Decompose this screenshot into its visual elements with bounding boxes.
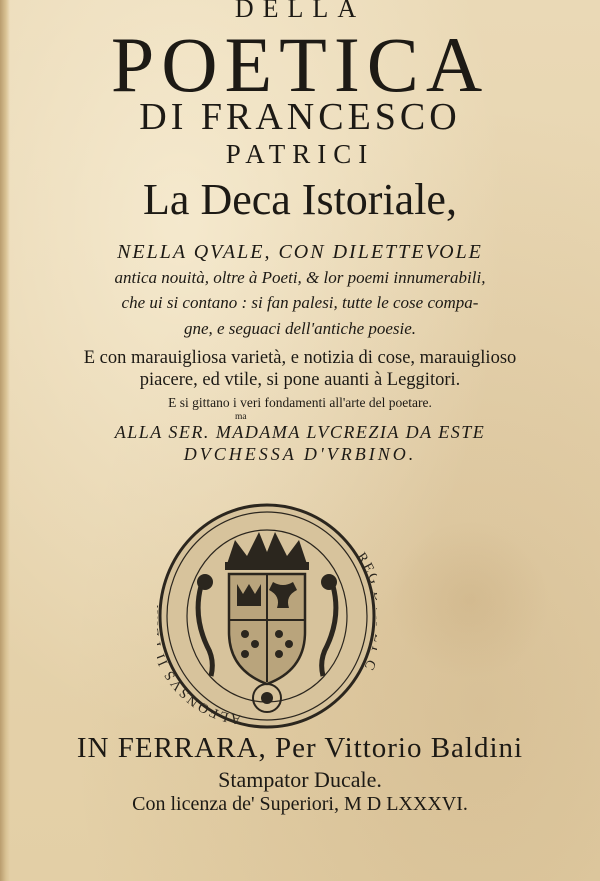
- heading-poetica: POETICA: [110, 21, 490, 108]
- description-line-2: antica nouità, oltre à Poeti, & lor poemi innumerabili,: [114, 268, 486, 287]
- description-line-6: piacere, ed vtile, si pone auanti à Leggitori.: [139, 370, 461, 390]
- paper-stain: [390, 520, 550, 680]
- description-line-7: E si gittano i veri fondamenti all'arte del poetare.: [168, 395, 432, 410]
- heading-author-surname: PATRICI: [225, 139, 375, 169]
- printer-device-seal: [157, 502, 377, 730]
- seal-motto-right: RE C: [353, 550, 377, 674]
- heading-author: DI FRANCESCO: [139, 96, 461, 138]
- superscript-ma: ma: [235, 412, 247, 422]
- imprint-license-date: Con licenza de' Superiori, M D LXXXVI.: [132, 793, 468, 815]
- description-line-3: che ui si contano : si fan palesi, tutte le cose compa-: [121, 293, 479, 312]
- imprint-place-printer: IN FERRARA, Per Vittorio Baldini: [76, 732, 524, 764]
- dedication-line-1: ALLA SER. MADAMA LVCREZIA DA ESTE: [114, 422, 486, 442]
- description-line-4: gne, e seguaci dell'antiche poesie.: [183, 319, 417, 338]
- subtitle-deca: La Deca Istoriale,: [143, 175, 457, 224]
- heading-della: DELLA: [234, 0, 366, 23]
- imprint-printer-title: Stampator Ducale.: [218, 767, 382, 792]
- dedication-line-2: DVCHESSA D'VRBINO.: [183, 444, 417, 464]
- seal-motto-left: ALFONSVS: [161, 666, 242, 727]
- description-line-5: E con marauigliosa varietà, e notizia di cose, marauiglioso: [83, 348, 517, 368]
- description-line-1: NELLA QVALE, CON DILETTEVOLE: [117, 241, 483, 263]
- coat-of-arms-icon: [157, 502, 377, 730]
